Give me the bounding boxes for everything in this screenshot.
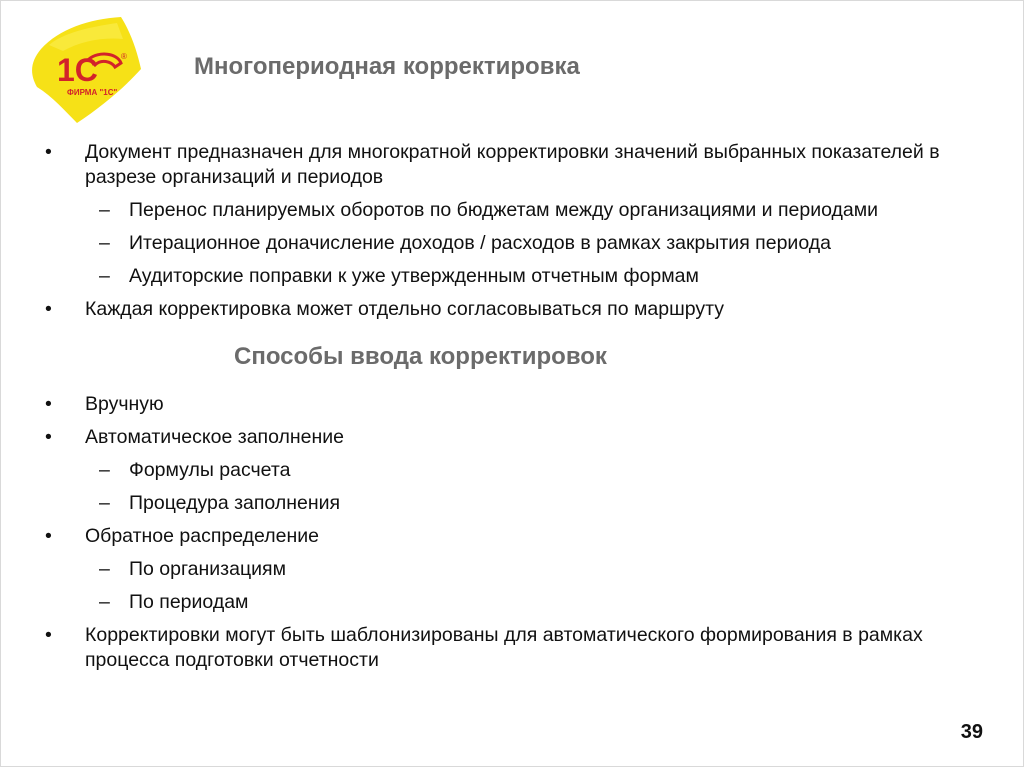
dash-marker: – [99, 459, 110, 481]
sub-bullet-item [99, 198, 929, 223]
dash-marker: – [99, 265, 110, 287]
dash-marker: – [99, 232, 110, 254]
bullet-item [45, 392, 945, 417]
section-subheading: Способы ввода корректировок [234, 343, 607, 370]
slide-content [1, 140, 1001, 673]
page-number: 39 [960, 721, 983, 743]
bullet-text: Вручную [85, 393, 164, 415]
bullet-text: Перенос планируемых оборотов по бюджетам между организациями и периодами [129, 199, 879, 221]
bullet-marker: • [45, 141, 52, 163]
sub-bullet-item [99, 231, 929, 256]
bullet-text: Аудиторские поправки к уже утвержденным отчетным формам [129, 265, 699, 287]
bullet-item [45, 524, 945, 549]
bullet-item [45, 297, 945, 322]
svg-text:®: ® [121, 52, 127, 61]
bullet-item [45, 140, 945, 190]
bullet-list-main [1, 140, 1001, 322]
dash-marker: – [99, 492, 110, 514]
sub-bullet-item [99, 557, 929, 582]
sub-bullet-item [99, 264, 929, 289]
bullet-marker: • [45, 426, 52, 448]
bullet-text: Каждая корректировка может отдельно согласовываться по маршруту [85, 298, 725, 320]
bullet-text: Формулы расчета [129, 459, 291, 481]
dash-marker: – [99, 199, 110, 221]
svg-text:ФИРМА "1С": ФИРМА "1С" [67, 88, 118, 97]
sub-bullet-item [99, 458, 929, 483]
bullet-marker: • [45, 298, 52, 320]
1c-logo [19, 11, 149, 129]
slide-title: Многопериодная корректировка [194, 53, 580, 80]
svg-text:1С: 1С [57, 52, 98, 88]
bullet-text: По периодам [129, 591, 249, 613]
dash-marker: – [99, 591, 110, 613]
bullet-text: Процедура заполнения [129, 492, 341, 514]
bullet-text: Обратное распределение [85, 525, 319, 547]
bullet-text: Корректировки могут быть шаблонизированы для автоматического формирования в рамках процесса подготовки отчетности [85, 624, 923, 671]
bullet-marker: • [45, 525, 52, 547]
bullet-text: Автоматическое заполнение [85, 426, 345, 448]
sub-bullet-item [99, 590, 929, 615]
bullet-marker: • [45, 624, 52, 646]
bullet-item [45, 425, 945, 450]
bullet-text: Документ предназначен для многократной корректировки значений выбранных показателей в разрезе организаций и периодов [85, 141, 940, 188]
bullet-marker: • [45, 393, 52, 415]
bullet-list-input-methods [1, 392, 1001, 673]
sub-bullet-item [99, 491, 929, 516]
bullet-text: Итерационное доначисление доходов / расходов в рамках закрытия периода [129, 232, 831, 254]
dash-marker: – [99, 558, 110, 580]
bullet-item [45, 623, 945, 673]
bullet-text: По организациям [129, 558, 286, 580]
